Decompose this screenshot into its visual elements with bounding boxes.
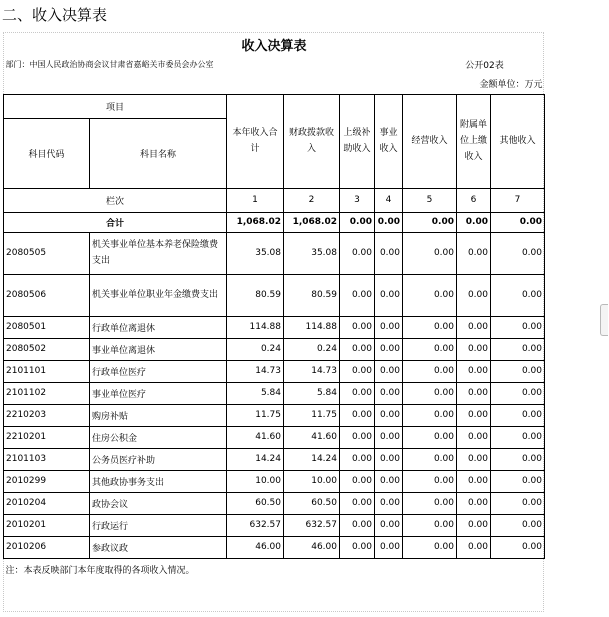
column-index: 3 <box>340 188 375 212</box>
row-value: 0.00 <box>403 360 457 382</box>
row-value: 0.00 <box>403 536 457 558</box>
row-code: 2080502 <box>4 338 90 360</box>
row-value: 0.00 <box>340 316 375 338</box>
row-name: 机关事业单位职业年金缴费支出 <box>90 274 227 316</box>
row-value: 0.24 <box>227 338 284 360</box>
total-value: 0.00 <box>457 212 491 232</box>
row-code: 2080506 <box>4 274 90 316</box>
row-value: 632.57 <box>227 514 284 536</box>
row-code: 2101101 <box>4 360 90 382</box>
column-index: 6 <box>457 188 491 212</box>
row-value: 0.00 <box>375 514 403 536</box>
row-value: 114.88 <box>227 316 284 338</box>
department-label: 部门：中国人民政治协商会议甘肃省嘉峪关市委员会办公室 <box>5 59 214 69</box>
total-value: 0.00 <box>375 212 403 232</box>
row-value: 0.00 <box>491 514 545 536</box>
header-col-affiliated: 附属单位上缴收入 <box>457 94 491 188</box>
table-row <box>4 492 545 514</box>
row-code: 2080501 <box>4 316 90 338</box>
row-value: 0.00 <box>457 232 491 274</box>
side-scroll-handle[interactable] <box>600 304 608 336</box>
row-value: 0.00 <box>457 360 491 382</box>
table-row <box>4 232 545 274</box>
row-value: 114.88 <box>284 316 340 338</box>
row-value: 0.00 <box>457 274 491 316</box>
row-value: 0.00 <box>491 536 545 558</box>
row-value: 0.00 <box>403 492 457 514</box>
row-value: 0.00 <box>340 338 375 360</box>
row-code: 2210201 <box>4 426 90 448</box>
row-code: 2101102 <box>4 382 90 404</box>
row-name: 住房公积金 <box>90 426 227 448</box>
row-value: 0.00 <box>403 232 457 274</box>
row-value: 0.00 <box>375 316 403 338</box>
row-code: 2010206 <box>4 536 90 558</box>
row-value: 0.00 <box>491 470 545 492</box>
row-value: 5.84 <box>284 382 340 404</box>
table-row <box>4 274 545 316</box>
column-index: 2 <box>284 188 340 212</box>
row-value: 0.00 <box>457 470 491 492</box>
table-note: 注：本表反映部门本年度取得的各项收入情况。 <box>5 565 195 576</box>
row-value: 0.00 <box>457 448 491 470</box>
row-value: 0.00 <box>403 470 457 492</box>
row-value: 0.00 <box>403 514 457 536</box>
row-name: 政协会议 <box>90 492 227 514</box>
header-project: 项目 <box>4 94 227 118</box>
row-value: 0.00 <box>375 448 403 470</box>
row-value: 0.00 <box>340 382 375 404</box>
row-value: 14.73 <box>284 360 340 382</box>
row-value: 0.00 <box>457 492 491 514</box>
column-index: 5 <box>403 188 457 212</box>
row-value: 0.00 <box>403 316 457 338</box>
row-value: 0.00 <box>340 232 375 274</box>
row-value: 5.84 <box>227 382 284 404</box>
table-row <box>4 514 545 536</box>
row-value: 0.00 <box>375 232 403 274</box>
row-name: 购房补贴 <box>90 404 227 426</box>
row-value: 0.00 <box>340 274 375 316</box>
row-value: 0.00 <box>403 426 457 448</box>
row-value: 0.00 <box>403 274 457 316</box>
row-value: 0.00 <box>403 448 457 470</box>
table-row <box>4 426 545 448</box>
table-row <box>4 316 545 338</box>
row-value: 0.00 <box>375 274 403 316</box>
row-value: 0.00 <box>491 360 545 382</box>
row-value: 0.00 <box>375 426 403 448</box>
header-col-operating: 经营收入 <box>403 94 457 188</box>
row-value: 0.00 <box>491 492 545 514</box>
row-code: 2080505 <box>4 232 90 274</box>
row-value: 0.00 <box>403 404 457 426</box>
row-value: 0.00 <box>375 382 403 404</box>
header-subject-name: 科目名称 <box>90 118 227 188</box>
row-value: 0.24 <box>284 338 340 360</box>
income-table <box>3 34 545 580</box>
row-value: 35.08 <box>284 232 340 274</box>
row-value: 0.00 <box>375 536 403 558</box>
row-value: 0.00 <box>491 232 545 274</box>
row-value: 35.08 <box>227 232 284 274</box>
row-value: 80.59 <box>284 274 340 316</box>
row-name: 行政运行 <box>90 514 227 536</box>
table-row <box>4 404 545 426</box>
row-value: 10.00 <box>227 470 284 492</box>
row-value: 0.00 <box>375 360 403 382</box>
row-value: 0.00 <box>375 470 403 492</box>
total-row <box>4 212 545 232</box>
row-value: 0.00 <box>457 514 491 536</box>
table-row <box>4 338 545 360</box>
column-index: 1 <box>227 188 284 212</box>
row-value: 0.00 <box>491 316 545 338</box>
row-name: 行政单位离退休 <box>90 316 227 338</box>
row-value: 0.00 <box>457 316 491 338</box>
row-value: 46.00 <box>227 536 284 558</box>
total-label: 合计 <box>4 212 227 232</box>
table-row <box>4 470 545 492</box>
row-value: 10.00 <box>284 470 340 492</box>
table-row <box>4 448 545 470</box>
row-value: 0.00 <box>340 360 375 382</box>
row-value: 14.73 <box>227 360 284 382</box>
row-value: 0.00 <box>457 536 491 558</box>
table-title: 收入决算表 <box>241 38 307 54</box>
row-code: 2101103 <box>4 448 90 470</box>
row-value: 632.57 <box>284 514 340 536</box>
row-value: 0.00 <box>340 492 375 514</box>
header-col-other: 其他收入 <box>491 94 545 188</box>
row-value: 60.50 <box>284 492 340 514</box>
row-value: 0.00 <box>457 382 491 404</box>
row-name: 其他政协事务支出 <box>90 470 227 492</box>
column-index: 4 <box>375 188 403 212</box>
row-value: 0.00 <box>340 448 375 470</box>
row-code: 2010299 <box>4 470 90 492</box>
row-name: 公务员医疗补助 <box>90 448 227 470</box>
row-value: 0.00 <box>340 470 375 492</box>
row-value: 0.00 <box>457 404 491 426</box>
row-value: 0.00 <box>375 404 403 426</box>
total-value: 1,068.02 <box>227 212 284 232</box>
row-name: 行政单位医疗 <box>90 360 227 382</box>
table-row <box>4 382 545 404</box>
row-value: 41.60 <box>227 426 284 448</box>
row-value: 0.00 <box>340 514 375 536</box>
row-name: 事业单位离退休 <box>90 338 227 360</box>
total-value: 0.00 <box>403 212 457 232</box>
row-value: 0.00 <box>457 338 491 360</box>
row-value: 0.00 <box>375 338 403 360</box>
row-value: 11.75 <box>227 404 284 426</box>
row-value: 0.00 <box>491 382 545 404</box>
row-name: 事业单位医疗 <box>90 382 227 404</box>
row-value: 0.00 <box>375 492 403 514</box>
row-value: 0.00 <box>340 536 375 558</box>
row-name: 机关事业单位基本养老保险缴费支出 <box>90 232 227 274</box>
row-value: 41.60 <box>284 426 340 448</box>
table-code: 公开02表 <box>465 60 504 71</box>
row-code: 2010204 <box>4 492 90 514</box>
table-row <box>4 360 545 382</box>
row-code: 2210203 <box>4 404 90 426</box>
row-value: 0.00 <box>491 426 545 448</box>
row-code: 2010201 <box>4 514 90 536</box>
total-value: 0.00 <box>340 212 375 232</box>
row-name: 参政议政 <box>90 536 227 558</box>
total-value: 0.00 <box>491 212 545 232</box>
header-col-fiscal: 财政拨款收入 <box>284 94 340 188</box>
header-col-business: 事业收入 <box>375 94 403 188</box>
row-value: 80.59 <box>227 274 284 316</box>
income-sheet <box>3 34 545 580</box>
row-value: 0.00 <box>340 426 375 448</box>
row-value: 0.00 <box>491 274 545 316</box>
column-index-label: 栏次 <box>4 188 227 212</box>
row-value: 0.00 <box>491 404 545 426</box>
row-value: 0.00 <box>457 426 491 448</box>
row-value: 0.00 <box>491 338 545 360</box>
row-value: 0.00 <box>340 404 375 426</box>
row-value: 0.00 <box>403 382 457 404</box>
row-value: 0.00 <box>403 338 457 360</box>
column-index: 7 <box>491 188 545 212</box>
page-heading: 二、收入决算表 <box>2 6 108 24</box>
row-value: 11.75 <box>284 404 340 426</box>
row-value: 14.24 <box>284 448 340 470</box>
header-subject-code: 科目代码 <box>4 118 90 188</box>
header-col-superior: 上级补助收入 <box>340 94 375 188</box>
row-value: 0.00 <box>491 448 545 470</box>
amount-unit: 金额单位：万元 <box>479 80 543 91</box>
row-value: 46.00 <box>284 536 340 558</box>
row-value: 60.50 <box>227 492 284 514</box>
row-value: 14.24 <box>227 448 284 470</box>
table-row <box>4 536 545 558</box>
total-value: 1,068.02 <box>284 212 340 232</box>
header-col-total: 本年收入合计 <box>227 94 284 188</box>
